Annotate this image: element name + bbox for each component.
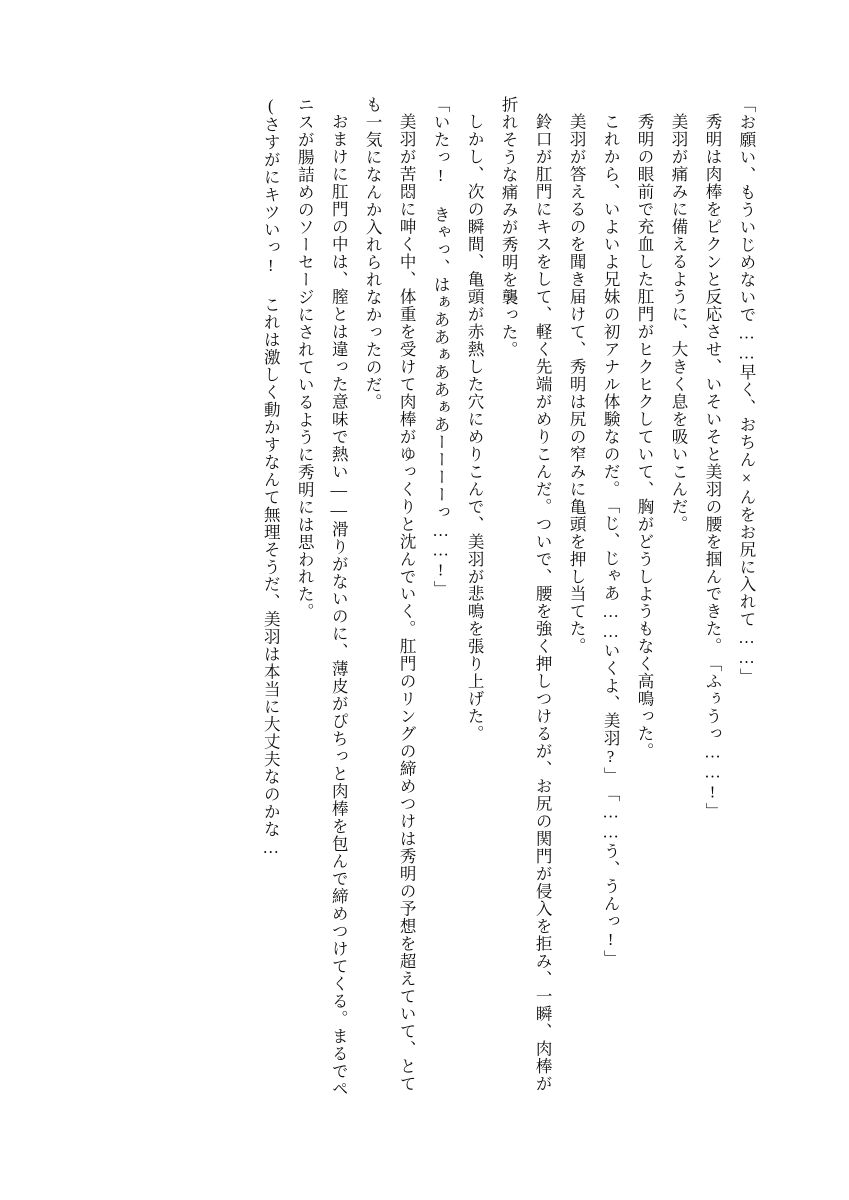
paragraph: 「いたっ! きゃっ、はぁああぁああぁあーーーーっ……!」 xyxy=(431,96,451,599)
paragraph: (さすがにキツいっ! これは激しく動かすなんて無理そうだ、美羽は本当に大丈夫なのかな… xyxy=(261,96,281,859)
paragraph: 「じ、じゃあ……いくよ、美羽?」 xyxy=(601,497,621,785)
paragraph: 美羽が苦悶に呻く中、体重を受けて肉棒がゆっくりと沈んでいく。肛門のリングの締めつけは秀明の予想を超えていて、とても一気になんか入れられなかったのだ。 xyxy=(363,96,417,1092)
paragraph: 秀明は肉棒をピクンと反応させ、いそいそと美羽の腰を掴んできた。 xyxy=(703,112,723,655)
paragraph: 「ふぅうっ……!」 xyxy=(703,654,723,820)
paragraph: これから、いよいよ兄妹の初アナル体験なのだ。 xyxy=(601,112,621,498)
paragraph: 秀明の眼前で充血した肛門がヒクヒクしていて、胸がどうしようもなく高鳴った。 xyxy=(635,112,655,760)
paragraph: しかし、次の瞬間、亀頭が赤熱した穴にめりこんで、美羽が悲鳴を張り上げた。 xyxy=(465,112,485,743)
paragraph: 美羽が答えるのを聞き届けて、秀明は尻の窄みに亀頭を押し当てた。 xyxy=(567,112,587,655)
vertical-text-body xyxy=(60,96,763,1108)
paragraph: おまけに肛門の中は、膣とは違った意味で熱い――滑りがないのに、薄皮がぴちっと肉棒を包んで締めつけてくる。まるでペニスが腸詰めのソーセージにされているように秀明には思われた。 xyxy=(295,96,349,1097)
paragraph: 美羽が痛みに備えるように、大きく息を吸いこんだ。 xyxy=(669,112,689,533)
paragraph: 「お願い、もういじめないで……早く、おちん×んをお尻に入れて……」 xyxy=(737,96,756,686)
paragraph: 「……う、うんっ!」 xyxy=(601,784,621,968)
paragraph: 鈴口が肛門にキスをして、軽く先端がめりこんだ。ついで、腰を強く押しつけるが、お尻の関門が侵入を拒み、一瞬、肉棒が折れそうな痛みが秀明を襲った。 xyxy=(499,96,553,1092)
